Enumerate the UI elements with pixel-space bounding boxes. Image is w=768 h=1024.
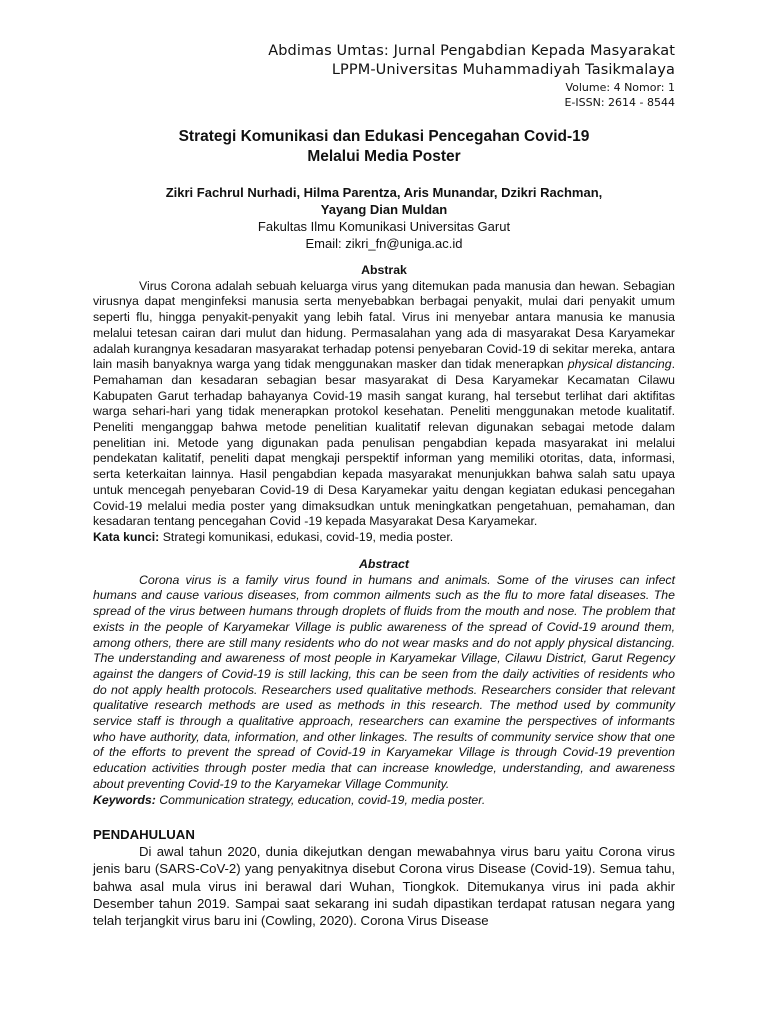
abstrak-section	[93, 263, 675, 546]
affiliation: Fakultas Ilmu Komunikasi Universitas Garut	[257, 219, 511, 234]
abstract-text: Corona virus is a family virus found in humans and animals. Some of the viruses can infect humans and cause various diseases, from common ailments such as the flu to more fatal diseases. The spread of the virus between humans through droplets of fluids from the mouth and nose. The problem that exists in the people of Karyamekar Village is public awareness of the spread of Covid-19 around them, among others, there are still many residents who do not wear masks and do not apply physical distancing. The understanding and awareness of most people in Karyamekar Village, Cilawu District, Garut Regency against the dangers of Covid-19 is still lacking, this can be seen from the daily activities of residents who do not apply health protocols. Researchers used qualitative methods. Researchers consider that relevant qualitative research methods are used as methods in this research. The method used by community service staff is through a qualitative approach, researchers can examine the perspectives of informants who have authority, data, information, and other linkages. The results of community service show that one of the efforts to prevent the spread of Covid-19 in Karyamekar Village is through Covid-19 prevention education activities through poster media that can increase knowledge, understanding, and awareness about preventing Covid-19 to the Karyamekar Village Community.	[93, 572, 675, 791]
authors-line2: Yayang Dian Muldan	[320, 202, 448, 217]
abstrak-text-a: Virus Corona adalah sebuah keluarga virus yang ditemukan pada manusia dan hewan. Sebagian virusnya dapat menginfeksi manusia serta menyebabkan berbagai penyakit, mulai dari penyakit umum seperti flu, hingga penyakit-penyakit yang lebih fatal. Virus ini menyebar antara manusia ke manusia melalui tetesan cairan dari mulut dan hidung. Permasalahan yang ada di masyarakat Desa Karyamekar adalah kurangnya kesadaran masyarakat terhadap potensi penyebaran Covid-19 di sekitar mereka, antara lain masih banyaknya warga yang tidak menggunakan masker dan tidak menerapkan	[93, 278, 675, 372]
kata-kunci-values: Strategi komunikasi, edukasi, covid-19, media poster.	[159, 529, 454, 544]
pendahuluan-heading: PENDAHULUAN	[93, 827, 195, 842]
kata-kunci-label: Kata kunci:	[93, 529, 160, 544]
keywords	[93, 793, 675, 809]
abstrak-heading: Abstrak	[361, 263, 407, 277]
abstract-heading: Abstract	[359, 557, 409, 571]
abstrak-text-b: . Pemahaman dan kesadaran sebagian besar masyarakat di Desa Karyamekar Kecamatan Cilawu Kabupaten Garut terhadap bahayanya Covid-19 masih sangat kurang, hal tersebut terlihat dari aktifitas warga sehari-hari yang tidak menerapkan protokol kesehatan. Peneliti menggunakan metode kualitatif. Peneliti menganggap bahwa metode penelitian kualitatif relevan digunakan sebagai metode dalam penelitian ini. Metode yang digunakan pada penulisan pengabdian kepada masyarakat ini melalui pendekatan kalitatif, peneliti dapat mengkaji perspektif informan yang memiliki otoritas, data, informasi, serta keterkaitan lainnya. Hasil pengabdian kepada masyarakat menunjukkan bahwa salah satu upaya untuk mencegah penyebaran Covid-19 di Desa Karyamekar yaitu dengan kegiatan edukasi pencegahan Covid-19 melalui media poster yang dimaksudkan untuk meningkatkan pengetahuan, pemahaman, dan kesadaran tentang pencegahan Covid -19 kepada Masyarakat Desa Karyamekar.	[93, 357, 675, 529]
kata-kunci	[93, 530, 675, 546]
author-email: Email: zikri_fn@uniga.ac.id	[305, 236, 463, 251]
abstract-section	[93, 557, 675, 808]
abstrak-text-italic: physical distancing	[567, 357, 672, 372]
journal-name: Abdimas Umtas: Jurnal Pengabdian Kepada Masyarakat	[268, 43, 675, 59]
authors-line1: Zikri Fachrul Nurhadi, Hilma Parentza, Aris Munandar, Dzikri Rachman,	[165, 185, 603, 200]
abstrak-text	[93, 279, 675, 530]
keywords-values: Communication strategy, education, covid-19, media poster.	[155, 792, 486, 807]
journal-volume: Volume: 4 Nomor: 1	[565, 81, 675, 94]
pendahuluan-section	[93, 826, 675, 929]
journal-header	[268, 42, 675, 110]
paper-title-line1: Strategi Komunikasi dan Edukasi Pencegahan Covid-19	[178, 128, 590, 145]
keywords-label: Keywords:	[93, 792, 156, 807]
pendahuluan-text: Di awal tahun 2020, dunia dikejutkan dengan mewabahnya virus baru yaitu Corona virus jenis baru (SARS-CoV-2) yang penyakitnya disebut Corona virus Disease (Covid-19). Semua tahu, bahwa asal mula virus ini berawal dari Wuhan, Tiongkok. Ditemukanya virus ini pada akhir Desember tahun 2019. Sampai saat sekarang ini sudah dipastikan terdapat ratusan negara yang telah terjangkit virus baru ini (Cowling, 2020). Corona Virus Disease	[93, 844, 675, 929]
journal-publisher: LPPM-Universitas Muhammadiyah Tasikmalaya	[331, 62, 675, 78]
paper-title-line2: Melalui Media Poster	[307, 148, 461, 165]
title-block	[93, 127, 675, 252]
journal-issn: E-ISSN: 2614 - 8544	[564, 96, 675, 109]
